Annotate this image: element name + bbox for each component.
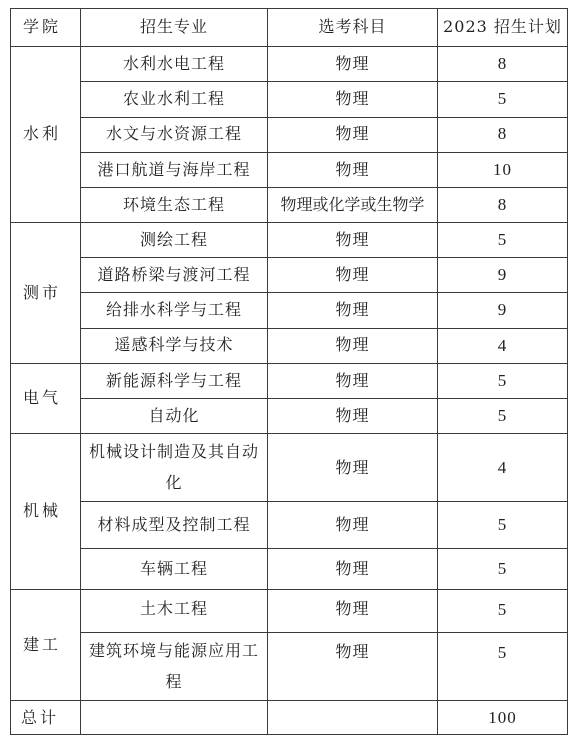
subjects-cell: 物理 — [268, 258, 438, 293]
table-row — [11, 589, 568, 632]
table-row — [11, 548, 568, 589]
header-plan: 2023 招生计划 — [438, 9, 568, 47]
header-major: 招生专业 — [81, 9, 268, 47]
major-cell: 材料成型及控制工程 — [81, 502, 268, 548]
subjects-cell: 物理 — [268, 502, 438, 548]
college-cell-jixie: 机械 — [11, 434, 81, 590]
table-row — [11, 117, 568, 152]
major-cell: 港口航道与海岸工程 — [81, 152, 268, 187]
college-cell-shuili: 水利 — [11, 47, 81, 223]
table-row — [11, 258, 568, 293]
subjects-cell: 物理 — [268, 328, 438, 363]
major-cell: 测绘工程 — [81, 223, 268, 258]
major-cell: 车辆工程 — [81, 548, 268, 589]
total-plan-cell: 100 — [438, 701, 568, 735]
major-cell: 水文与水资源工程 — [81, 117, 268, 152]
plan-cell: 8 — [438, 187, 568, 222]
table-row — [11, 223, 568, 258]
subjects-cell: 物理 — [268, 152, 438, 187]
major-cell: 农业水利工程 — [81, 82, 268, 117]
subjects-cell: 物理 — [268, 223, 438, 258]
table-row — [11, 398, 568, 433]
college-cell-jiangong: 建工 — [11, 589, 81, 701]
plan-cell: 5 — [438, 502, 568, 548]
major-cell: 新能源科学与工程 — [81, 363, 268, 398]
subjects-cell: 物理 — [268, 398, 438, 433]
subjects-cell: 物理 — [268, 82, 438, 117]
subjects-cell: 物理 — [268, 633, 438, 701]
total-label: 总计 — [11, 701, 81, 735]
plan-cell: 4 — [438, 434, 568, 502]
plan-cell: 4 — [438, 328, 568, 363]
plan-cell: 5 — [438, 82, 568, 117]
subjects-cell: 物理 — [268, 117, 438, 152]
subjects-cell: 物理 — [268, 47, 438, 82]
subjects-cell: 物理 — [268, 293, 438, 328]
table-row — [11, 502, 568, 548]
major-cell: 水利水电工程 — [81, 47, 268, 82]
major-cell: 土木工程 — [81, 589, 268, 632]
table-row — [11, 434, 568, 502]
plan-cell: 10 — [438, 152, 568, 187]
subjects-cell: 物理 — [268, 589, 438, 632]
table-header-row — [11, 9, 568, 47]
admission-plan-table — [10, 8, 568, 735]
plan-cell: 5 — [438, 363, 568, 398]
table-row — [11, 152, 568, 187]
major-cell: 建筑环境与能源应用工程 — [81, 633, 268, 701]
major-cell: 自动化 — [81, 398, 268, 433]
plan-cell: 5 — [438, 398, 568, 433]
table-row — [11, 328, 568, 363]
major-cell: 道路桥梁与渡河工程 — [81, 258, 268, 293]
subjects-cell: 物理 — [268, 363, 438, 398]
subjects-cell: 物理或化学或生物学 — [268, 187, 438, 222]
table-row — [11, 633, 568, 701]
plan-cell: 8 — [438, 117, 568, 152]
plan-cell: 5 — [438, 589, 568, 632]
plan-cell: 9 — [438, 258, 568, 293]
table-row — [11, 47, 568, 82]
table-row — [11, 82, 568, 117]
subjects-cell: 物理 — [268, 434, 438, 502]
header-college: 学院 — [11, 9, 81, 47]
plan-cell: 8 — [438, 47, 568, 82]
table-row — [11, 293, 568, 328]
college-cell-cehui: 测市 — [11, 223, 81, 364]
major-cell: 机械设计制造及其自动化 — [81, 434, 268, 502]
total-row — [11, 701, 568, 735]
total-major-cell — [81, 701, 268, 735]
plan-cell: 5 — [438, 633, 568, 701]
table-row — [11, 187, 568, 222]
subjects-cell: 物理 — [268, 548, 438, 589]
plan-cell: 5 — [438, 223, 568, 258]
major-cell: 遥感科学与技术 — [81, 328, 268, 363]
college-cell-dianqi: 电气 — [11, 363, 81, 433]
major-cell: 给排水科学与工程 — [81, 293, 268, 328]
plan-cell: 5 — [438, 548, 568, 589]
plan-cell: 9 — [438, 293, 568, 328]
table-row — [11, 363, 568, 398]
header-subjects: 选考科目 — [268, 9, 438, 47]
total-subjects-cell — [268, 701, 438, 735]
major-cell: 环境生态工程 — [81, 187, 268, 222]
